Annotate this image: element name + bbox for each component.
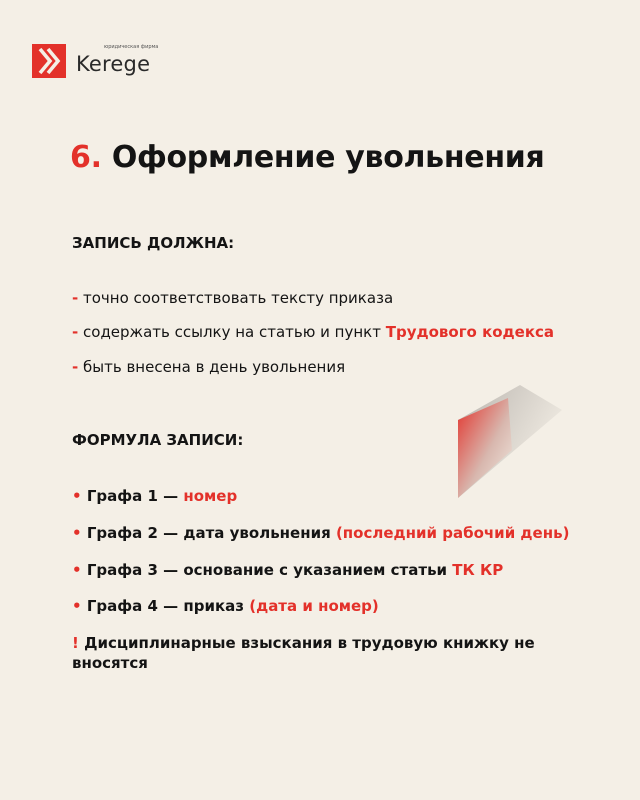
item-text: Графа 4 — приказ (86, 597, 250, 615)
brand-logo (32, 43, 159, 78)
kerege-logo-icon (32, 44, 66, 78)
page-title (70, 140, 544, 175)
section1-heading: ЗАПИСЬ ДОЛЖНА: (72, 234, 235, 252)
item-highlight: Трудового кодекса (385, 323, 555, 341)
title-number: 6. (70, 140, 102, 175)
list-item (72, 289, 393, 307)
list-item (72, 524, 569, 542)
note-text: Дисциплинарные взыскания в трудовую книжку не вносятся (72, 634, 535, 672)
list-item (72, 597, 379, 615)
bullet-marker: • (72, 561, 82, 579)
dash-marker: - (72, 289, 79, 307)
item-text: Графа 1 — (86, 487, 184, 505)
exclamation-marker: ! (72, 634, 79, 652)
bullet-marker: • (72, 524, 82, 542)
item-highlight: (дата и номер) (249, 597, 379, 615)
list-item (72, 323, 554, 341)
title-text: Оформление увольнения (111, 140, 545, 175)
dash-marker: - (72, 323, 79, 341)
brand-tagline: юридическая фирма (104, 43, 159, 50)
item-text: содержать ссылку на статью и пункт (83, 323, 386, 341)
bullet-marker: • (72, 487, 82, 505)
item-text: Графа 2 — дата увольнения (86, 524, 336, 542)
item-highlight: (последний рабочий день) (335, 524, 570, 542)
brand-name: Kerege (76, 51, 151, 76)
item-text: Графа 3 — основание с указанием статьи (86, 561, 453, 579)
note (72, 633, 572, 673)
list-item (72, 487, 237, 505)
item-text: быть внесена в день увольнения (83, 358, 346, 376)
list-item (72, 358, 345, 376)
decorative-hexagon-icon (450, 380, 570, 505)
item-text: точно соответствовать тексту приказа (83, 289, 394, 307)
list-item (72, 561, 503, 579)
item-highlight: номер (183, 487, 238, 505)
section2-heading: ФОРМУЛА ЗАПИСИ: (72, 431, 244, 449)
item-highlight: ТК КР (452, 561, 504, 579)
dash-marker: - (72, 358, 79, 376)
bullet-marker: • (72, 597, 82, 615)
